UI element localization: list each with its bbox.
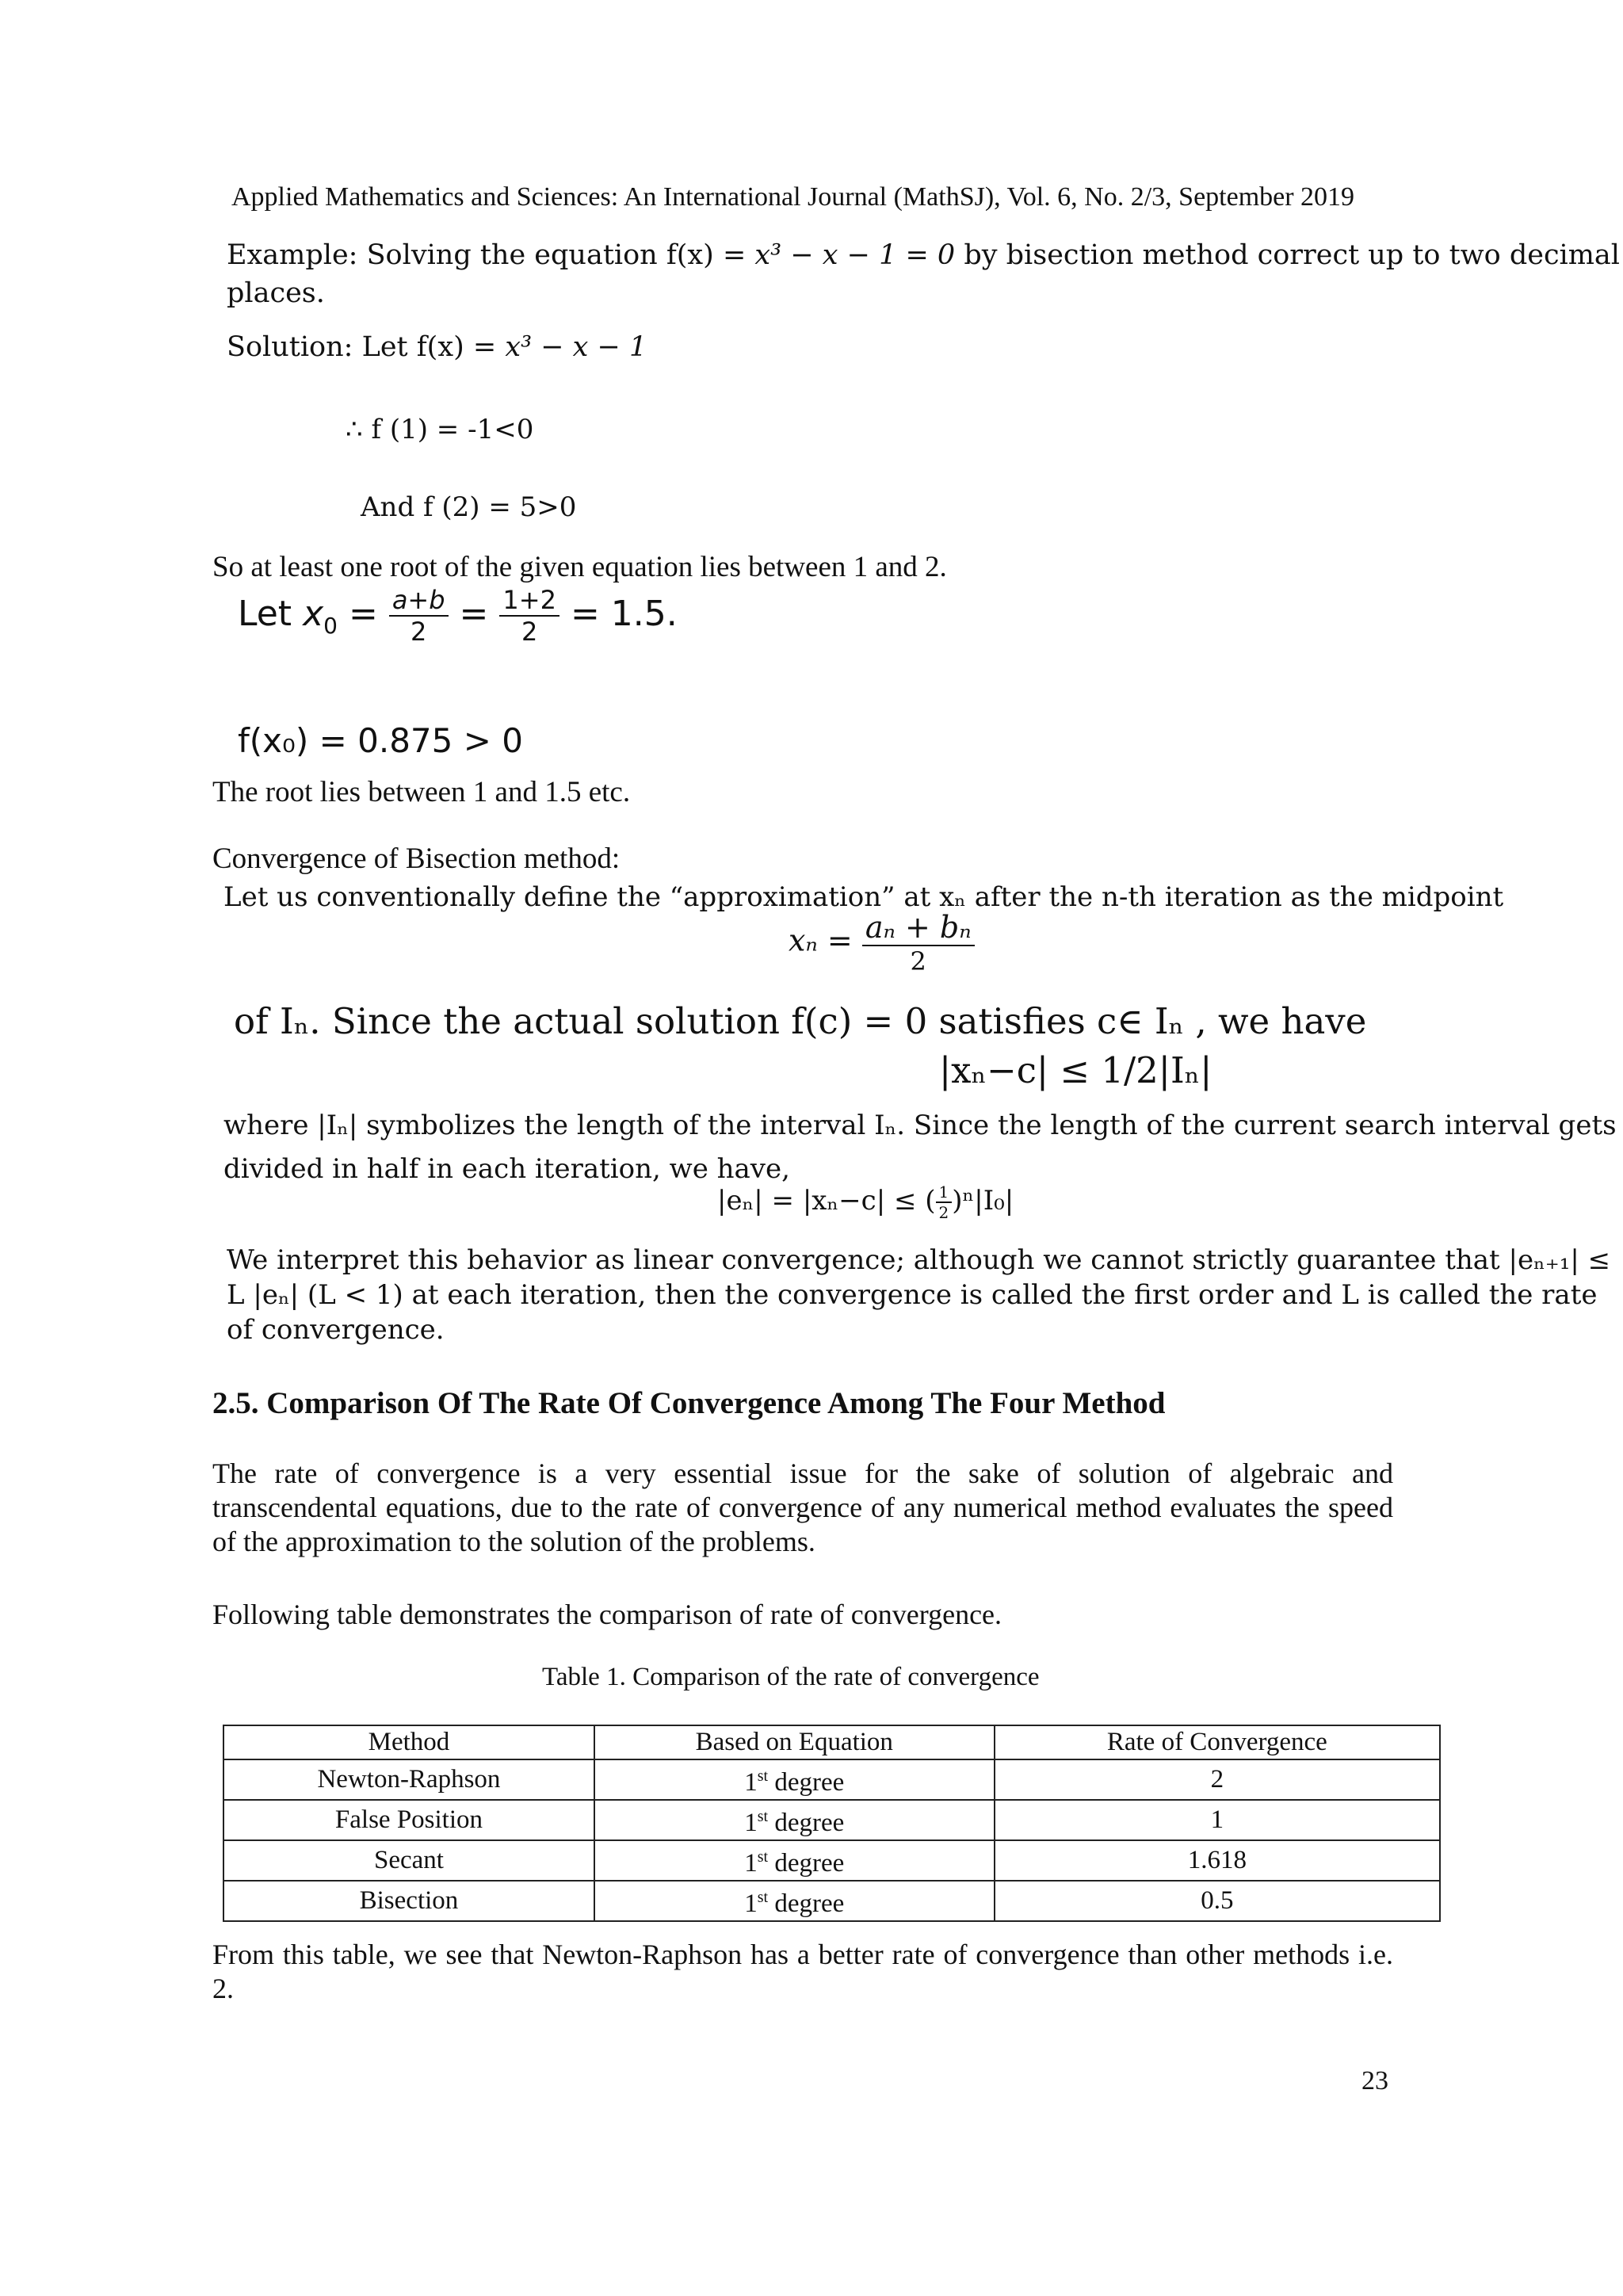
- x0-result: = 1.5.: [570, 594, 678, 634]
- cell-equation: 1st degree: [594, 1759, 995, 1800]
- solution-line: [227, 331, 647, 363]
- convergence-definition: Let us conventionally define the “approximation” at xₙ after the n-th iteration as the midpoint: [223, 881, 1504, 913]
- example-line-1: [227, 239, 1620, 271]
- interpret-line-2: L |eₙ| (L < 1) at each iteration, then the convergence is called the first order and L is called the rate: [227, 1279, 1598, 1311]
- cell-equation: 1st degree: [594, 1881, 995, 1921]
- cell-method: False Position: [223, 1800, 594, 1840]
- fraction-12-numerator: 1+2: [499, 585, 559, 617]
- table-header-row: [223, 1725, 1440, 1759]
- f2-line: And f (2) = 5>0: [361, 491, 577, 523]
- let-prefix: Let: [238, 594, 292, 634]
- section-paragraph-1: The rate of convergence is a very essential issue for the sake of solution of algebraic and transcendental equations, due to the rate of convergence of any numerical method evaluates the speed of the approximation to the solution of the problems.: [212, 1457, 1393, 1557]
- interpret-line-3: of convergence.: [227, 1314, 445, 1346]
- convergence-title: Convergence of Bisection method:: [212, 842, 621, 875]
- of-in-line: of Iₙ. Since the actual solution f(c) = 0 satisfies c∈ Iₙ , we have: [234, 1000, 1367, 1042]
- header-rate: Rate of Convergence: [995, 1725, 1440, 1759]
- interpret-line-1: We interpret this behavior as linear convergence; although we cannot strictly guarantee that |eₙ₊₁| ≤: [227, 1244, 1611, 1276]
- example-line-2: places.: [227, 277, 325, 309]
- x0-symbol: x: [303, 594, 324, 634]
- where-line-2: divided in half in each iteration, we have,: [223, 1153, 790, 1185]
- half-denominator: 2: [938, 1203, 949, 1222]
- example-tail: by bisection method correct up to two decimal: [964, 239, 1620, 271]
- fx0-line: f(x₀) = 0.875 > 0: [238, 721, 523, 760]
- en-bound-line: [717, 1182, 1014, 1222]
- let-x0-line: Let $x_0$ = $\frac{a+b}{2}$ = $\frac{1+2}{2}$ = 1.5.: [238, 585, 678, 647]
- root-lies-line: The root lies between 1 and 1.5 etc.: [212, 776, 631, 808]
- cell-equation: 1st degree: [594, 1800, 995, 1840]
- example-equation: x³ − x − 1 = 0: [754, 239, 956, 271]
- xn-numerator: aₙ + bₙ: [862, 910, 975, 946]
- f1-line: ∴ f (1) = -1<0: [346, 414, 534, 445]
- convergence-table: [223, 1725, 1441, 1922]
- xn-midpoint-formula: [789, 910, 975, 976]
- xn-fraction: [862, 910, 975, 976]
- xn-denominator: 2: [910, 946, 926, 976]
- half-fraction: [936, 1182, 953, 1222]
- cell-method: Bisection: [223, 1881, 594, 1921]
- xn-lhs: xₙ =: [789, 923, 853, 958]
- root-between-line: So at least one root of the given equation lies between 1 and 2.: [212, 551, 947, 583]
- fraction-ab-denominator: 2: [411, 617, 427, 647]
- journal-header: Applied Mathematics and Sciences: An International Journal (MathSJ), Vol. 6, No. 2/3, September 2019: [231, 182, 1355, 212]
- cell-method: Newton-Raphson: [223, 1759, 594, 1800]
- example-intro: Example: Solving the equation f(x) =: [227, 239, 747, 271]
- cell-rate: 2: [995, 1759, 1440, 1800]
- section-heading: 2.5. Comparison Of The Rate Of Convergence Among The Four Method: [212, 1386, 1166, 1420]
- solution-expr: x³ − x − 1: [505, 331, 647, 363]
- header-method: Method: [223, 1725, 594, 1759]
- where-line-1: where |Iₙ| symbolizes the length of the interval Iₙ. Since the length of the current search interval gets: [223, 1110, 1617, 1141]
- table-row: [223, 1840, 1440, 1881]
- en-bound-left: |eₙ| = |xₙ−c| ≤ (: [717, 1185, 936, 1217]
- fraction-12-denominator: 2: [521, 617, 538, 647]
- solution-prefix: Solution: Let f(x) =: [227, 331, 497, 363]
- en-bound-right: )ⁿ|I₀|: [952, 1185, 1014, 1217]
- fraction-ab: [389, 585, 449, 647]
- half-numerator: 1: [936, 1182, 953, 1203]
- table-row: [223, 1759, 1440, 1800]
- cell-equation: 1st degree: [594, 1840, 995, 1881]
- fraction-ab-numerator: a+b: [389, 585, 449, 617]
- table-caption: Table 1. Comparison of the rate of convergence: [542, 1663, 1040, 1691]
- cell-method: Secant: [223, 1840, 594, 1881]
- table-row: [223, 1881, 1440, 1921]
- fraction-12: [499, 585, 559, 647]
- conclusion-paragraph: From this table, we see that Newton-Raphson has a better rate of convergence than other methods i.e. 2.: [212, 1939, 1393, 2004]
- header-equation: Based on Equation: [594, 1725, 995, 1759]
- x0-subscript: 0: [323, 612, 338, 639]
- cell-rate: 1.618: [995, 1840, 1440, 1881]
- table-row: [223, 1800, 1440, 1840]
- bound-line: |xₙ−c| ≤ 1/2|Iₙ|: [939, 1049, 1212, 1091]
- page-number: 23: [1361, 2066, 1388, 2095]
- section-paragraph-2: Following table demonstrates the comparison of rate of convergence.: [212, 1599, 1002, 1630]
- cell-rate: 0.5: [995, 1881, 1440, 1921]
- cell-rate: 1: [995, 1800, 1440, 1840]
